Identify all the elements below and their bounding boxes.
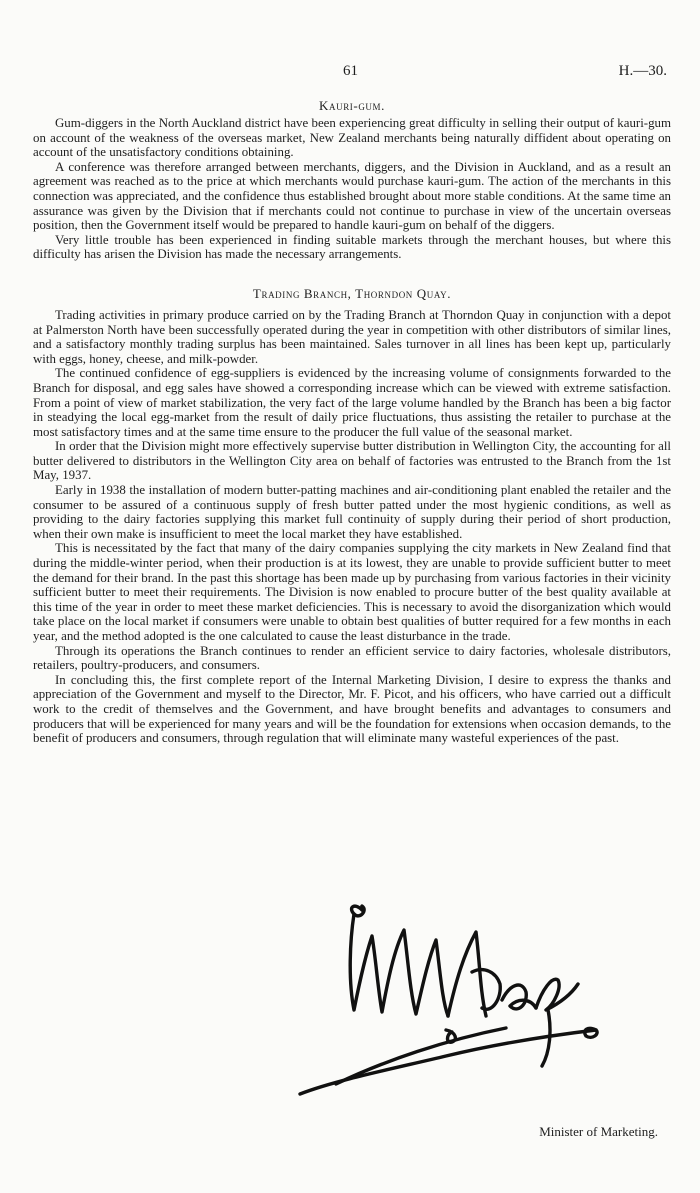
paragraph: Very little trouble has been experienced in finding suitable markets through the merchant houses, but where this difficulty has arisen the Division has made the necessary arrangements. bbox=[33, 232, 671, 262]
section-heading-trading-branch: Trading Branch, Thorndon Quay. bbox=[252, 285, 452, 301]
paragraph: In order that the Division might more effectively supervise butter distribution in Wellington City, the accounting for all butter delivered to distributors in the Wellington City area on behalf of factories was entrusted to the Branch from the 1st May, 1937. bbox=[33, 439, 671, 483]
paragraph: In concluding this, the first complete report of the Internal Marketing Division, I desire to express the thanks and appreciation of the Government and myself to the Director, Mr. F. Picot, and his officers, who have carried out a difficult work to the credit of themselves and the Government, and have brought benefits and advantages to consumers and producers that will be experienced for many years and will be the foundation for extensions when occasion demands, to the benefit of producers and consumers, through regulation that will eliminate many wasteful experiences of the past. bbox=[33, 672, 671, 746]
handwritten-signature bbox=[296, 880, 616, 1110]
section-heading-kauri-gum: Kauri-gum. bbox=[319, 98, 385, 113]
page-number: 61 bbox=[343, 63, 358, 79]
paragraph: Gum-diggers in the North Auckland district have been experiencing great difficulty in selling their output of kauri-gum on account of the weakness of the overseas market, New Zealand merchants being naturally diffident about operating on account of the unsatisfactory conditions obtaining. bbox=[33, 116, 671, 160]
paragraph: The continued confidence of egg-suppliers is evidenced by the increasing volume of consignments forwarded to the Branch for disposal, and egg sales have showed a corresponding increase which can be viewed with extreme satisfaction. From a point of view of market stabilization, the very fact of the large volume handled by the Branch has been a big factor in steadying the local egg-market from the result of daily price fluctuations, thus assisting the retailer to purchase at the most satisfactory times and at the same time ensure to the producer the full value of the seasonal market. bbox=[33, 366, 671, 439]
document-reference: H.—30. bbox=[618, 63, 667, 79]
paragraph: Early in 1938 the installation of modern butter-patting machines and air-conditioning plant enabled the retailer and the consumer to be assured of a continuous supply of fresh butter patted under the most hygienic conditions, as well as providing to the dairy factories supplying this market full continuity of supply during their period of short production, when their own make is insufficient to meet the local market they have established. bbox=[33, 483, 671, 541]
paragraph: A conference was therefore arranged between merchants, diggers, and the Division in Auckland, and as a result an agreement was reached as to the price at which merchants would purchase kauri-gum. The action of the merchants in this connection was appreciated, and the confidence thus established brought about more stable conditions. At the same time an assurance was given by the Division that if merchants could not continue to purchase in view of the uncertain overseas position, then the Government itself would be prepared to handle kauri-gum on behalf of the diggers. bbox=[33, 159, 671, 233]
page-header bbox=[0, 63, 700, 83]
signatory-title: Minister of Marketing. bbox=[539, 1124, 658, 1139]
paragraph: Through its operations the Branch continues to render an efficient service to dairy factories, wholesale distributors, retailers, poultry-producers, and consumers. bbox=[33, 643, 671, 673]
paragraph: Trading activities in primary produce carried on by the Trading Branch at Thorndon Quay in conjunction with a depot at Palmerston North have been successfully operated during the year in competition with other distributors of similar lines, and a satisfactory monthly trading surplus has been maintained. Sales turnover in all lines has been kept up, particularly with eggs, honey, cheese, and milk-powder. bbox=[33, 307, 671, 366]
report-body bbox=[33, 98, 671, 746]
paragraph: This is necessitated by the fact that many of the dairy companies supplying the city markets in New Zealand find that during the middle-winter period, when their production is at its lowest, they are unable to provide sufficient butter to meet the demand for their brand. In the past this shortage has been made up by purchasing from various factories in their vicinity sufficient butter to meet their requirements. The Division is now enabled to procure butter of the best quality available at this time of the year in order to meet these market deficiencies. This is necessary to avoid the disorganization which would take place on the local market if consumers were unable to obtain best qualities of butter required for a few months in each year, and the method adopted is the one calculated to cause the least disturbance in the trade. bbox=[33, 541, 671, 643]
